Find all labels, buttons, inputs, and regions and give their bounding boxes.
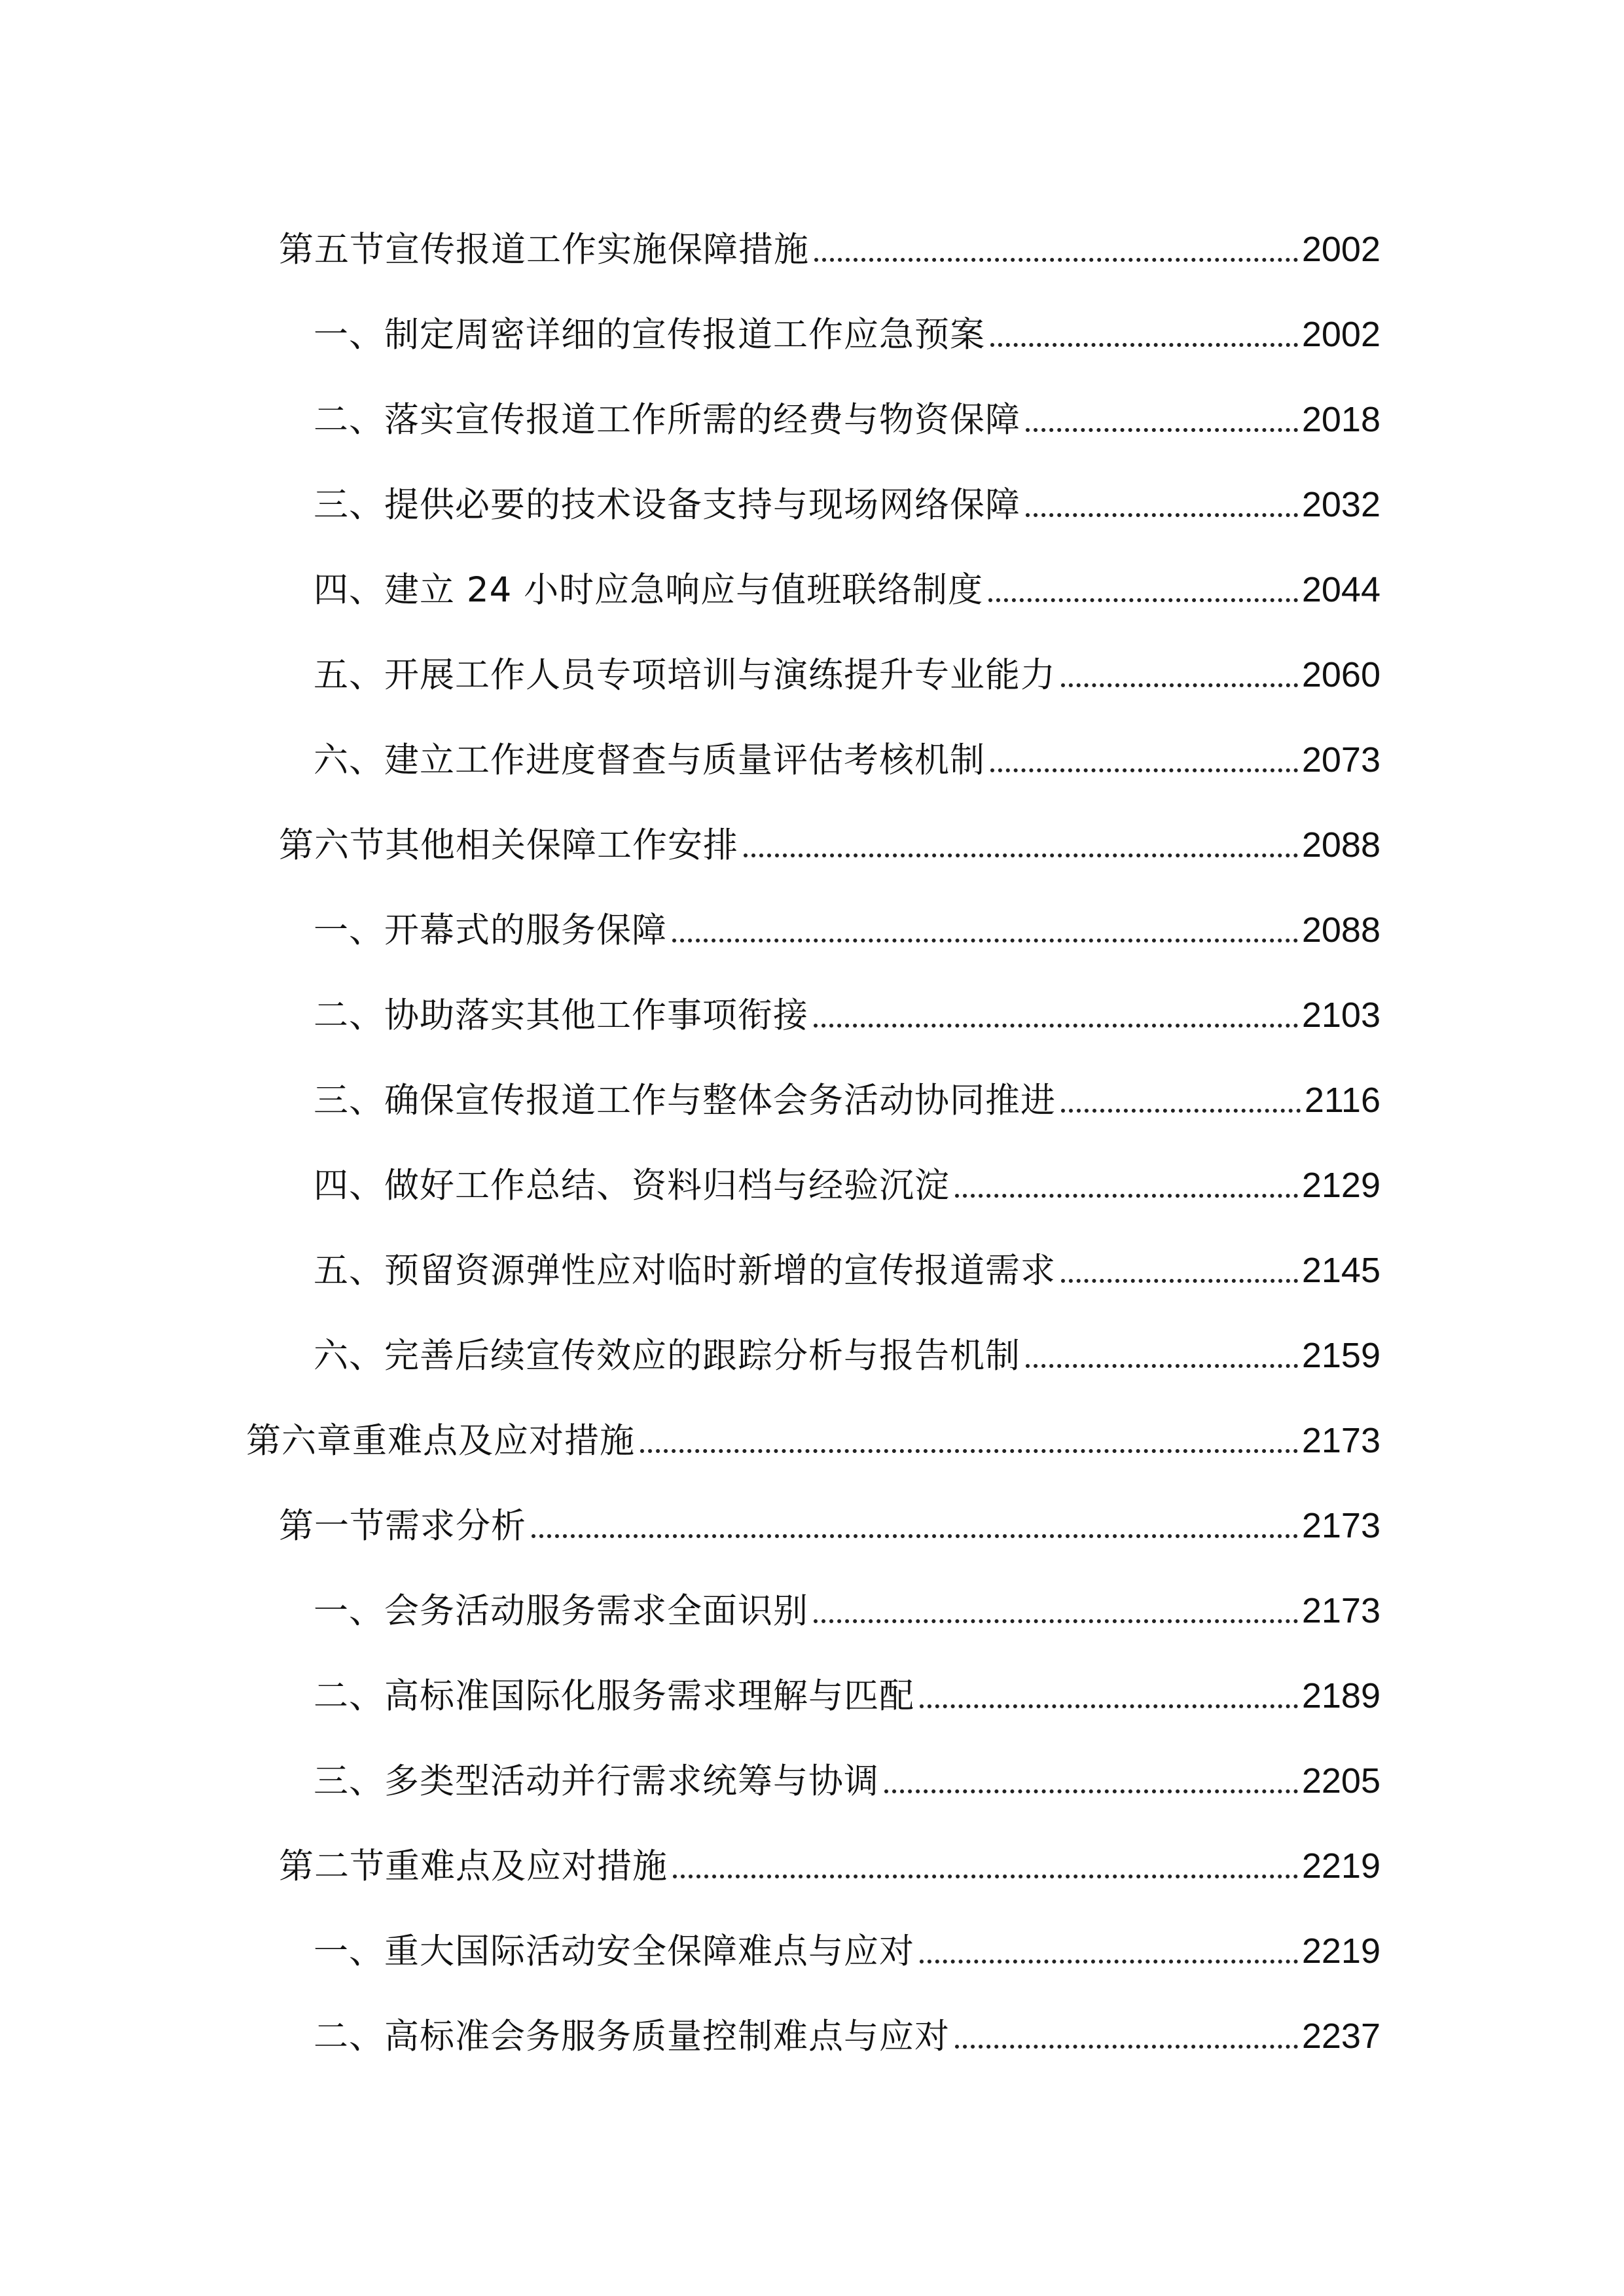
toc-entry-title: 五、开展工作人员专项培训与演练提升专业能力	[314, 655, 1056, 695]
toc-entry-title: 五、预留资源弹性应对临时新增的宣传报道需求	[314, 1251, 1056, 1291]
toc-entry[interactable]	[314, 300, 1380, 355]
toc-entry-page: 2219	[1301, 1931, 1380, 1971]
toc-entry-page: 2173	[1301, 1591, 1380, 1630]
toc-entry[interactable]	[314, 1236, 1380, 1291]
toc-entry[interactable]	[314, 1321, 1380, 1376]
toc-entry-title: 一、重大国际活动安全保障难点与应对	[314, 1931, 914, 1971]
dot-leader	[532, 1534, 1298, 1538]
toc-entry[interactable]	[314, 1066, 1380, 1121]
toc-entry[interactable]	[279, 1831, 1380, 1884]
toc-entry-title: 三、提供必要的技术设备支持与现场网络保障	[314, 485, 1020, 525]
toc-entry-page: 2060	[1301, 655, 1380, 694]
toc-entry[interactable]	[246, 1406, 1380, 1461]
dot-leader	[990, 343, 1298, 347]
toc-entry[interactable]	[314, 1661, 1380, 1716]
toc-entry-title: 六、建立工作进度督查与质量评估考核机制	[314, 740, 985, 780]
toc-entry[interactable]	[314, 1916, 1380, 1969]
toc-entry[interactable]	[314, 980, 1380, 1033]
dot-leader	[1026, 428, 1298, 432]
toc-entry-title: 六、完善后续宣传效应的跟踪分析与报告机制	[314, 1336, 1020, 1376]
dot-leader	[990, 768, 1298, 772]
toc-entry-title: 二、落实宣传报道工作所需的经费与物资保障	[314, 400, 1020, 440]
dot-leader	[920, 1960, 1298, 1964]
toc-entry-page: 2088	[1301, 825, 1380, 865]
toc-entry[interactable]	[314, 2001, 1380, 2054]
toc-entry-title: 第二节重难点及应对措施	[279, 1846, 668, 1886]
toc-entry-title: 二、高标准会务服务质量控制难点与应对	[314, 2017, 950, 2056]
dot-leader	[955, 1194, 1298, 1198]
toc-entry-page: 2002	[1301, 315, 1380, 354]
toc-entry-title: 四、建立 24 小时应急响应与值班联络制度	[314, 570, 984, 610]
dot-leader	[955, 2045, 1298, 2049]
toc-entry-page: 2159	[1301, 1336, 1380, 1375]
toc-entry[interactable]	[314, 1151, 1380, 1206]
dot-leader	[1061, 683, 1298, 687]
dot-leader	[1061, 1109, 1301, 1113]
toc-entry-title: 第六节其他相关保障工作安排	[279, 825, 738, 865]
toc-entry-page: 2173	[1301, 1421, 1380, 1460]
toc-entry[interactable]	[314, 555, 1380, 610]
dot-leader	[920, 1704, 1298, 1708]
dot-leader	[988, 598, 1298, 602]
toc-entry-title: 一、制定周密详细的宣传报道工作应急预案	[314, 315, 985, 355]
toc-entry-page: 2018	[1301, 400, 1380, 439]
toc-entry-title: 二、高标准国际化服务需求理解与匹配	[314, 1676, 914, 1716]
toc-entry[interactable]	[314, 470, 1380, 525]
toc-entry-title: 三、确保宣传报道工作与整体会务活动协同推进	[314, 1081, 1056, 1121]
dot-leader	[814, 1024, 1298, 1028]
toc-entry-title: 第六章重难点及应对措施	[246, 1421, 635, 1461]
toc-entry-page: 2116	[1304, 1081, 1380, 1120]
toc-entry-title: 二、协助落实其他工作事项衔接	[314, 996, 808, 1035]
toc-entry[interactable]	[314, 1746, 1380, 1799]
dot-leader	[1061, 1279, 1298, 1283]
toc-entry-page: 2103	[1301, 996, 1380, 1035]
toc-entry-page: 2129	[1301, 1166, 1380, 1205]
dot-leader	[640, 1449, 1298, 1453]
toc-entry-page: 2189	[1301, 1676, 1380, 1715]
toc-entry-title: 一、会务活动服务需求全面识别	[314, 1591, 808, 1631]
dot-leader	[1026, 513, 1298, 517]
toc-entry-page: 2044	[1301, 570, 1380, 609]
toc-entry-page: 2205	[1301, 1761, 1380, 1801]
dot-leader	[1026, 1364, 1298, 1368]
toc-entry-page: 2237	[1301, 2017, 1380, 2056]
toc-entry[interactable]	[314, 1576, 1380, 1631]
toc-entry[interactable]	[314, 895, 1380, 948]
toc-entry-title: 四、做好工作总结、资料归档与经验沉淀	[314, 1166, 950, 1206]
toc-entry-page: 2173	[1301, 1506, 1380, 1545]
toc-entry-title: 三、多类型活动并行需求统筹与协调	[314, 1761, 879, 1801]
toc-entry-page: 2032	[1301, 485, 1380, 524]
toc-entry[interactable]	[314, 725, 1380, 778]
toc-entry-page: 2145	[1301, 1251, 1380, 1290]
toc-entry-page: 2002	[1301, 230, 1380, 269]
toc-entry-page: 2073	[1301, 740, 1380, 780]
dot-leader	[814, 1619, 1298, 1623]
toc-entry-title: 第五节宣传报道工作实施保障措施	[279, 230, 809, 270]
toc-entry-page: 2088	[1301, 910, 1380, 950]
toc-entry[interactable]	[279, 810, 1380, 863]
toc-entry[interactable]	[314, 640, 1380, 695]
toc-entry-title: 第一节需求分析	[279, 1506, 526, 1546]
toc-entry-page: 2219	[1301, 1846, 1380, 1886]
dot-leader	[673, 1874, 1298, 1878]
toc-entry[interactable]	[314, 385, 1380, 440]
toc-entry-title: 一、开幕式的服务保障	[314, 910, 667, 950]
dot-leader	[884, 1789, 1298, 1793]
toc-entry[interactable]	[279, 215, 1380, 270]
toc-entry[interactable]	[279, 1491, 1380, 1546]
dot-leader	[744, 853, 1298, 857]
dot-leader	[814, 258, 1298, 262]
dot-leader	[672, 939, 1298, 942]
